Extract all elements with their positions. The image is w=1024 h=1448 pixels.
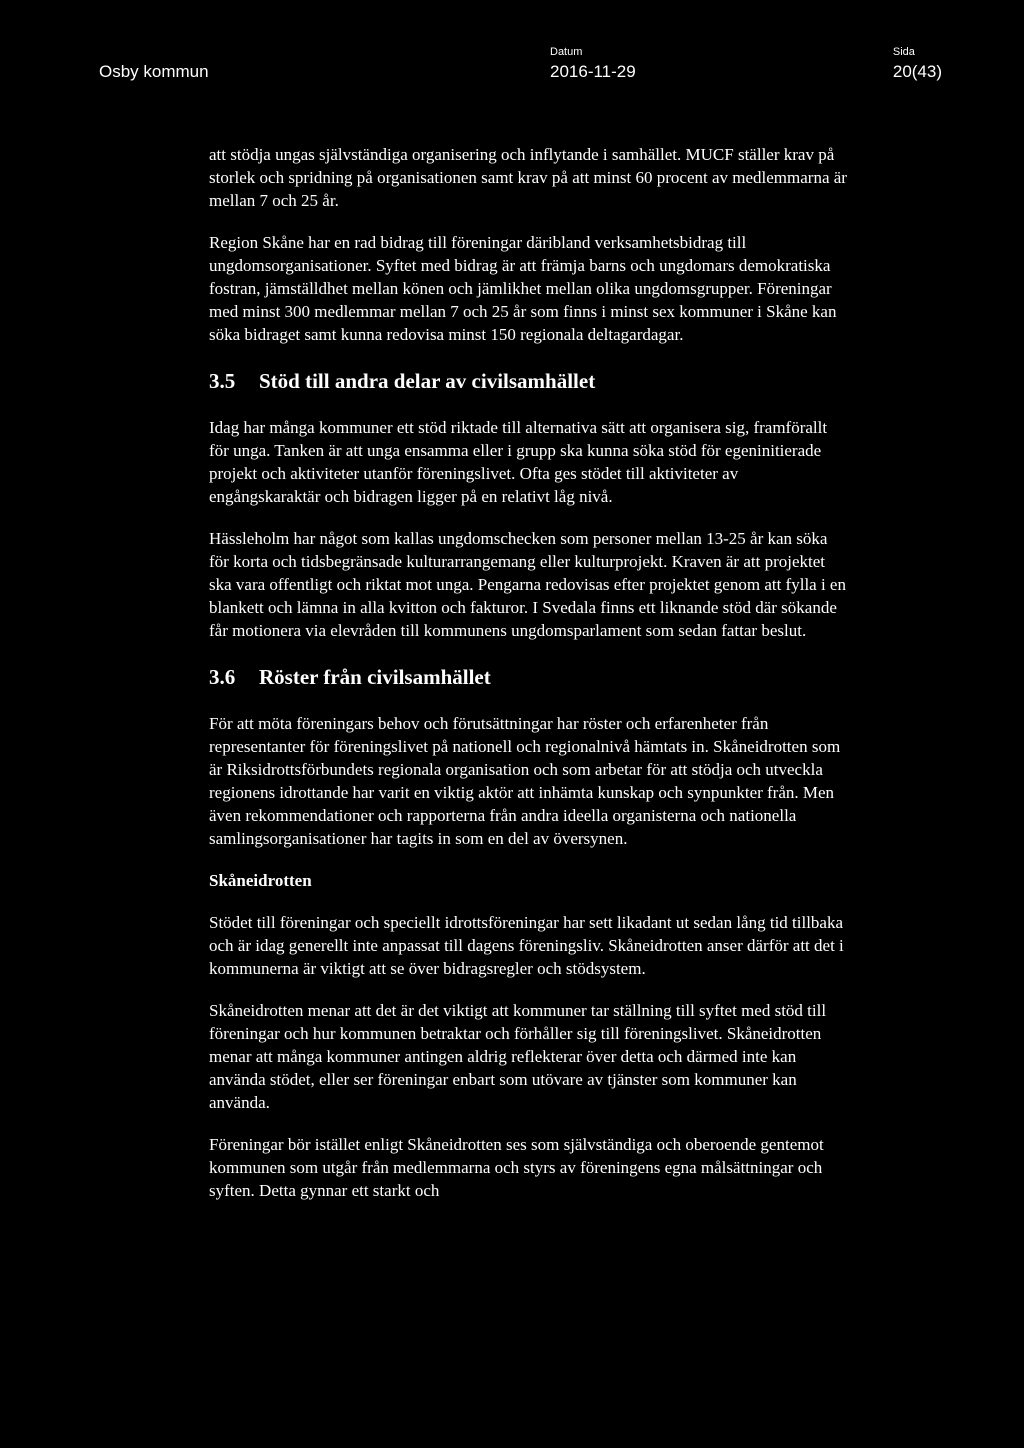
body-paragraph: Skåneidrotten menar att det är det viktigt att kommuner tar ställning till syftet med stöd till föreningar och hur kommunen betraktar och förhåller sig till föreningslivet. Skåneidrotten menar att många kommuner antingen aldrig reflekterar över detta och därmed inte kan använda stödet, eller ser föreningar enbart som utövare av tjänster som kommuner kan använda. [209,1001,827,1112]
body-paragraph: Stödet till föreningar och speciellt idrottsföreningar har sett likadant ut sedan lång tid tillbaka och är idag generellt inte anpassat till dagens föreningsliv. Skåneidrotten anser därför att det i kommunerna är viktigt att se över bidragsregler och stödsystem. [209,913,844,978]
section-title: Stöd till andra delar av civilsamhället [259,369,596,393]
header-page-number: 20(43) [892,62,942,81]
body-paragraph: Region Skåne har en rad bidrag till föreningar däribland verksamhetsbidrag till ungdomsorganisationer. Syftet med bidrag är att främja barns och ungdomars demokratiska fostran, jämställdhet mellan könen och jämlikhet mellan olika ungdomsgrupper. Föreningar med minst 300 medlemmar mellan 7 och 25 år som finns i minst sex kommuner i Skåne kan söka bidraget samt kunna redovisa minst 150 regionala deltagardagar. [209,233,837,344]
section-number: 3.6 [209,665,236,689]
section-number: 3.5 [209,369,236,393]
document-body [209,143,849,1221]
section-heading-3-5 [209,368,849,394]
header-date-block [550,46,636,83]
header-page-block [893,46,942,83]
header-date-value: 2016-11-29 [550,62,636,81]
body-paragraph: Idag har många kommuner ett stöd riktade till alternativa sätt att organisera sig, framförallt för unga. Tanken är att unga ensamma eller i grupp ska kunna söka stöd för egeninitierade projekt och aktiviteter utanför föreningslivet. Ofta ges stödet till aktiviteter av engångskaraktär och bidragen ligger på en relativt låg nivå. [209,418,828,506]
header-organization: Osby kommun [99,62,209,81]
header-page-label: Sida [892,46,915,58]
page-header [0,46,1024,86]
subsection-heading-skaneidrotten: Skåneidrotten [209,871,312,890]
section-title: Röster från civilsamhället [259,665,491,689]
header-date-label: Datum [550,46,583,58]
body-paragraph: Föreningar bör istället enligt Skåneidrotten ses som självständiga och oberoende gentemot kommunen som utgår från medlemmarna och styrs av föreningens egna målsättningar och syften. Detta gynnar ett starkt och [209,1135,824,1200]
body-paragraph: Hässleholm har något som kallas ungdomschecken som personer mellan 13-25 år kan söka för korta och tidsbegränsade kulturarrangemang eller kulturprojekt. Kraven är att projektet ska vara offentligt och riktat mot unga. Pengarna redovisas efter projektet genom att fylla i en blankett och lämna in alla kvitton och fakturor. I Svedala finns ett liknande stöd där sökande får motionera via elevråden till kommunens ungdomsparlament som sedan fattar beslut. [209,529,846,640]
section-heading-3-6 [209,664,849,690]
body-paragraph: att stödja ungas självständiga organisering och inflytande i samhället. MUCF ställer krav på storlek och spridning på organisationen samt krav på att minst 60 procent av medlemmarna är mellan 7 och 25 år. [209,145,847,210]
body-paragraph: För att möta föreningars behov och förutsättningar har röster och erfarenheter från representanter för föreningslivet på nationell och regionalnivå hämtats in. Skåneidrotten som är Riksidrottsförbundets regionala organisation och som arbetar för att stödja och utveckla regionens idrottande har varit en viktig aktör att inhämta kunskap och synpunkter från. Men även rekommendationer och rapporterna från andra ideella organisterna och nationella samlingsorganisationer har tagits in som en del av översynen. [209,714,841,848]
